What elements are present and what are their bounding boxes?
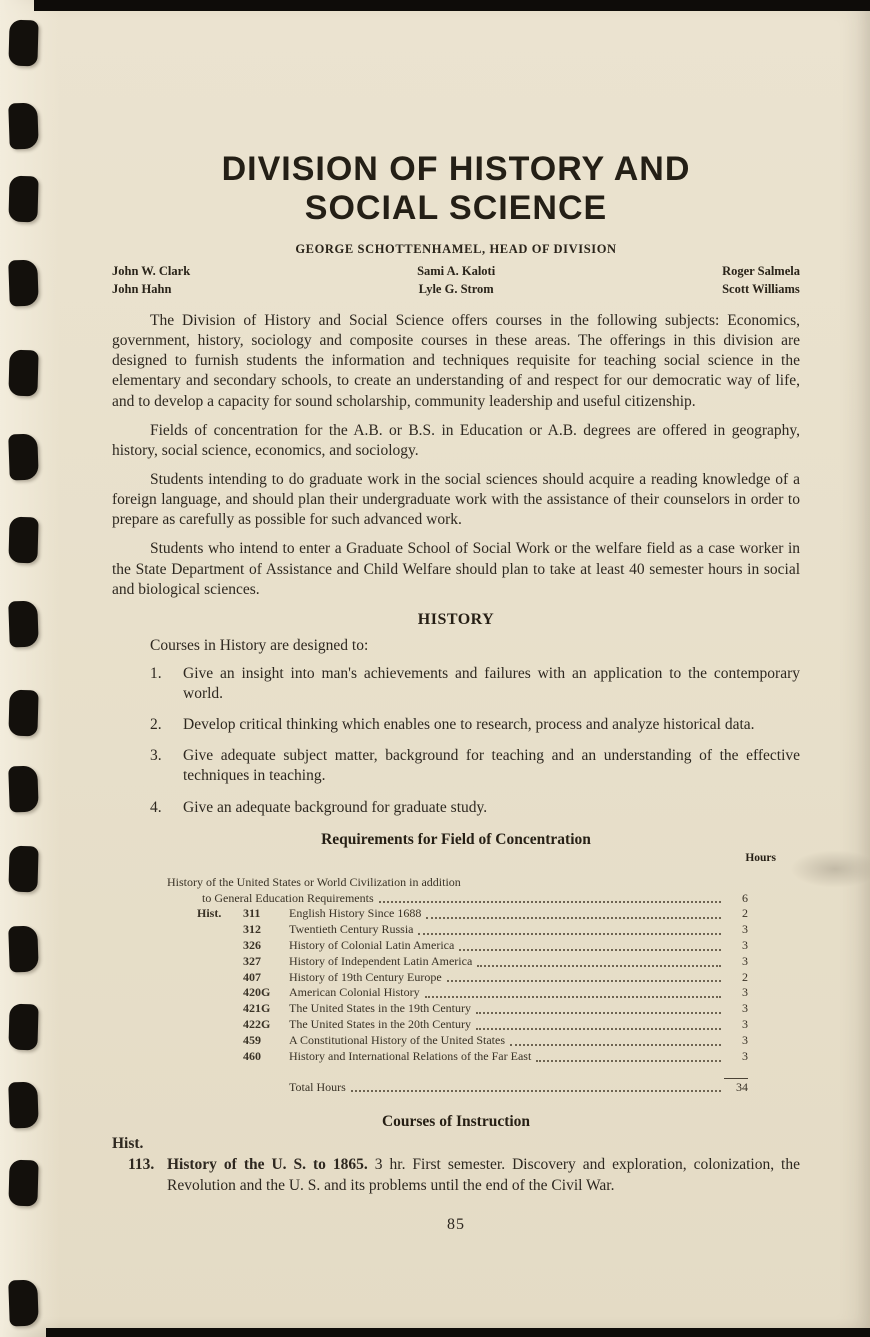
req-code: 327	[243, 953, 261, 968]
course-description	[167, 1155, 800, 1195]
dot-leader	[418, 933, 721, 935]
binding-mark	[8, 1082, 39, 1129]
req-title: History of Independent Latin America	[289, 953, 473, 968]
goal-item	[112, 664, 800, 704]
binding-mark	[8, 103, 39, 150]
faculty-list	[112, 262, 800, 300]
req-hours: 3	[742, 922, 748, 937]
dot-leader	[379, 901, 721, 903]
goal-text: Give an insight into man's achievements and failures with an application to the contemporary world.	[183, 664, 800, 702]
requirement-row	[167, 906, 748, 922]
goal-number: 2.	[150, 716, 162, 734]
binding-mark	[8, 517, 38, 564]
req-title: American Colonial History	[289, 985, 420, 1000]
requirement-row	[167, 970, 748, 986]
req-title: A Constitutional History of the United States	[289, 1032, 505, 1047]
req-hours: 3	[742, 1001, 748, 1016]
dot-leader	[510, 1044, 721, 1046]
req-hours: 3	[742, 937, 748, 952]
goal-number: 4.	[150, 798, 162, 816]
scan-top-edge	[34, 0, 870, 11]
dot-leader	[351, 1090, 721, 1092]
binding-mark	[8, 176, 38, 223]
req-title: to General Education Requirements	[202, 890, 374, 905]
courses-of-instruction-heading: Courses of Instruction	[381, 1113, 531, 1131]
requirements-heading-text: Requirements for Field of Concentration	[321, 830, 591, 848]
dot-leader	[459, 949, 721, 951]
page-content	[112, 150, 800, 1234]
req-hours: 3	[742, 985, 748, 1000]
scan-bottom-edge	[46, 1328, 870, 1337]
req-hours: 6	[742, 890, 748, 905]
department-label: Hist.	[112, 1135, 144, 1153]
course-title: History of the U. S. to 1865.	[167, 1156, 368, 1174]
dot-leader	[476, 1028, 721, 1030]
dot-leader	[477, 965, 721, 967]
goal-item	[112, 798, 800, 818]
binding-mark	[8, 846, 38, 893]
history-goals-intro: Courses in History are designed to:	[150, 636, 369, 654]
hours-column-label: Hours	[745, 851, 776, 864]
faculty-column-right	[722, 262, 800, 300]
binding-mark	[8, 350, 38, 397]
binding-mark	[8, 601, 39, 648]
faculty-column-left	[112, 262, 190, 300]
requirement-row	[167, 1033, 748, 1049]
binding-mark	[8, 926, 39, 973]
total-label: Total Hours	[289, 1079, 346, 1094]
requirement-row	[167, 954, 748, 970]
req-hours: 3	[742, 1017, 748, 1032]
binding-mark	[8, 20, 38, 67]
req-code: 312	[243, 922, 261, 937]
req-code: 407	[243, 969, 261, 984]
faculty-name: Scott Williams	[722, 282, 800, 297]
goal-text: Give an adequate background for graduate study.	[183, 798, 488, 816]
requirement-row	[167, 922, 748, 938]
req-code: 422G	[243, 1017, 271, 1032]
faculty-name: Lyle G. Strom	[418, 282, 494, 297]
goal-item	[112, 746, 800, 786]
intro-paragraph: The Division of History and Social Science offers courses in the following subjects: Economics, government, history, sociology and composite courses in these areas. The offerings in this division are designed to furnish students the information and techniques requisite for teaching social science in the elementary and secondary schools, to create an understanding of and respect for our democratic way of life, and to develop a capacity for sound scholarship, community leadership and useful citizenship.	[112, 312, 800, 410]
req-code: 311	[243, 906, 261, 921]
history-heading: HISTORY	[417, 610, 495, 628]
requirements-heading	[112, 830, 800, 864]
goal-number: 1.	[150, 664, 162, 682]
req-title: English History Since 1688	[289, 906, 422, 921]
faculty-column-center	[417, 262, 495, 300]
requirement-intro-line1: History of the United States or World Civilization in addition	[167, 874, 461, 889]
req-code: 460	[243, 1048, 261, 1063]
req-title: History of Colonial Latin America	[289, 937, 455, 952]
goal-text: Give adequate subject matter, background for teaching and an understanding of the effective techniques in teaching.	[183, 747, 800, 785]
page-title-line1: DIVISION OF HISTORY AND	[221, 150, 691, 188]
faculty-name: John W. Clark	[112, 263, 191, 278]
course-item	[112, 1155, 800, 1195]
req-title: History and International Relations of the Far East	[289, 1048, 532, 1063]
dot-leader	[425, 996, 721, 998]
binding-mark	[8, 690, 38, 737]
concentration-paragraph: Fields of concentration for the A.B. or B.S. in Education or A.B. degrees are offered in geography, history, social science, economics, and sociology.	[112, 421, 800, 459]
faculty-name: Roger Salmela	[722, 263, 800, 278]
req-title: Twentieth Century Russia	[289, 922, 414, 937]
req-hours: 3	[742, 953, 748, 968]
binding-mark	[8, 1280, 39, 1327]
req-code: 421G	[243, 1001, 271, 1016]
faculty-name: John Hahn	[112, 282, 172, 297]
req-code: 459	[243, 1032, 261, 1047]
dot-leader	[447, 980, 721, 982]
total-hours-row	[167, 1078, 748, 1096]
social-work-paragraph: Students who intend to enter a Graduate School of Social Work or the welfare field as a case worker in the State Department of Assistance and Child Welfare should plan to take at least 40 semester hours in social and biological sciences.	[112, 540, 800, 598]
binding-mark	[8, 434, 39, 481]
graduate-work-paragraph: Students intending to do graduate work in the social sciences should acquire a reading knowledge of a foreign language, and should plan their undergraduate work with the assistance of their counselors in order to prepare as carefully as possible for such advanced work.	[112, 470, 800, 529]
dot-leader	[536, 1060, 721, 1062]
goal-item	[112, 715, 800, 735]
requirement-row	[167, 938, 748, 954]
req-hours: 2	[742, 969, 748, 984]
page-title	[112, 150, 800, 228]
binding-mark	[8, 1004, 38, 1051]
dot-leader	[476, 1012, 721, 1014]
course-text: 3 hr. First semester. Discovery and exploration, colonization, the Revolution and the U. S. and its problems until the end of the Civil War.	[167, 1156, 800, 1194]
division-head-line: GEORGE SCHOTTENHAMEL, HEAD OF DIVISION	[295, 241, 617, 256]
binding-mark	[8, 1160, 38, 1207]
requirement-row	[167, 1017, 748, 1033]
req-code: 420G	[243, 985, 271, 1000]
goal-text: Develop critical thinking which enables one to research, process and analyze historical data.	[183, 716, 755, 734]
requirement-row	[167, 1049, 748, 1065]
course-number: 113.	[128, 1156, 155, 1174]
dot-leader	[426, 917, 721, 919]
total-hours-value: 34	[724, 1078, 748, 1096]
req-hours: 3	[742, 1032, 748, 1047]
page-number: 85	[447, 1215, 465, 1233]
binding-mark	[8, 260, 39, 307]
binding-mark	[8, 766, 39, 813]
goal-number: 3.	[150, 747, 162, 765]
req-title: History of 19th Century Europe	[289, 969, 442, 984]
req-hours: 2	[742, 906, 748, 921]
requirement-row	[167, 985, 748, 1001]
page-title-line2: SOCIAL SCIENCE	[304, 188, 608, 227]
requirements-table	[167, 875, 748, 1096]
req-title: The United States in the 20th Century	[289, 1017, 471, 1032]
req-dept: Hist.	[197, 906, 222, 921]
faculty-name: Sami A. Kaloti	[417, 263, 496, 278]
requirement-row	[167, 1001, 748, 1017]
requirement-intro-line2	[167, 891, 748, 907]
req-code: 326	[243, 937, 261, 952]
req-title: The United States in the 19th Century	[289, 1001, 471, 1016]
req-hours: 3	[742, 1048, 748, 1063]
scan-smudge-artifact	[790, 850, 870, 888]
